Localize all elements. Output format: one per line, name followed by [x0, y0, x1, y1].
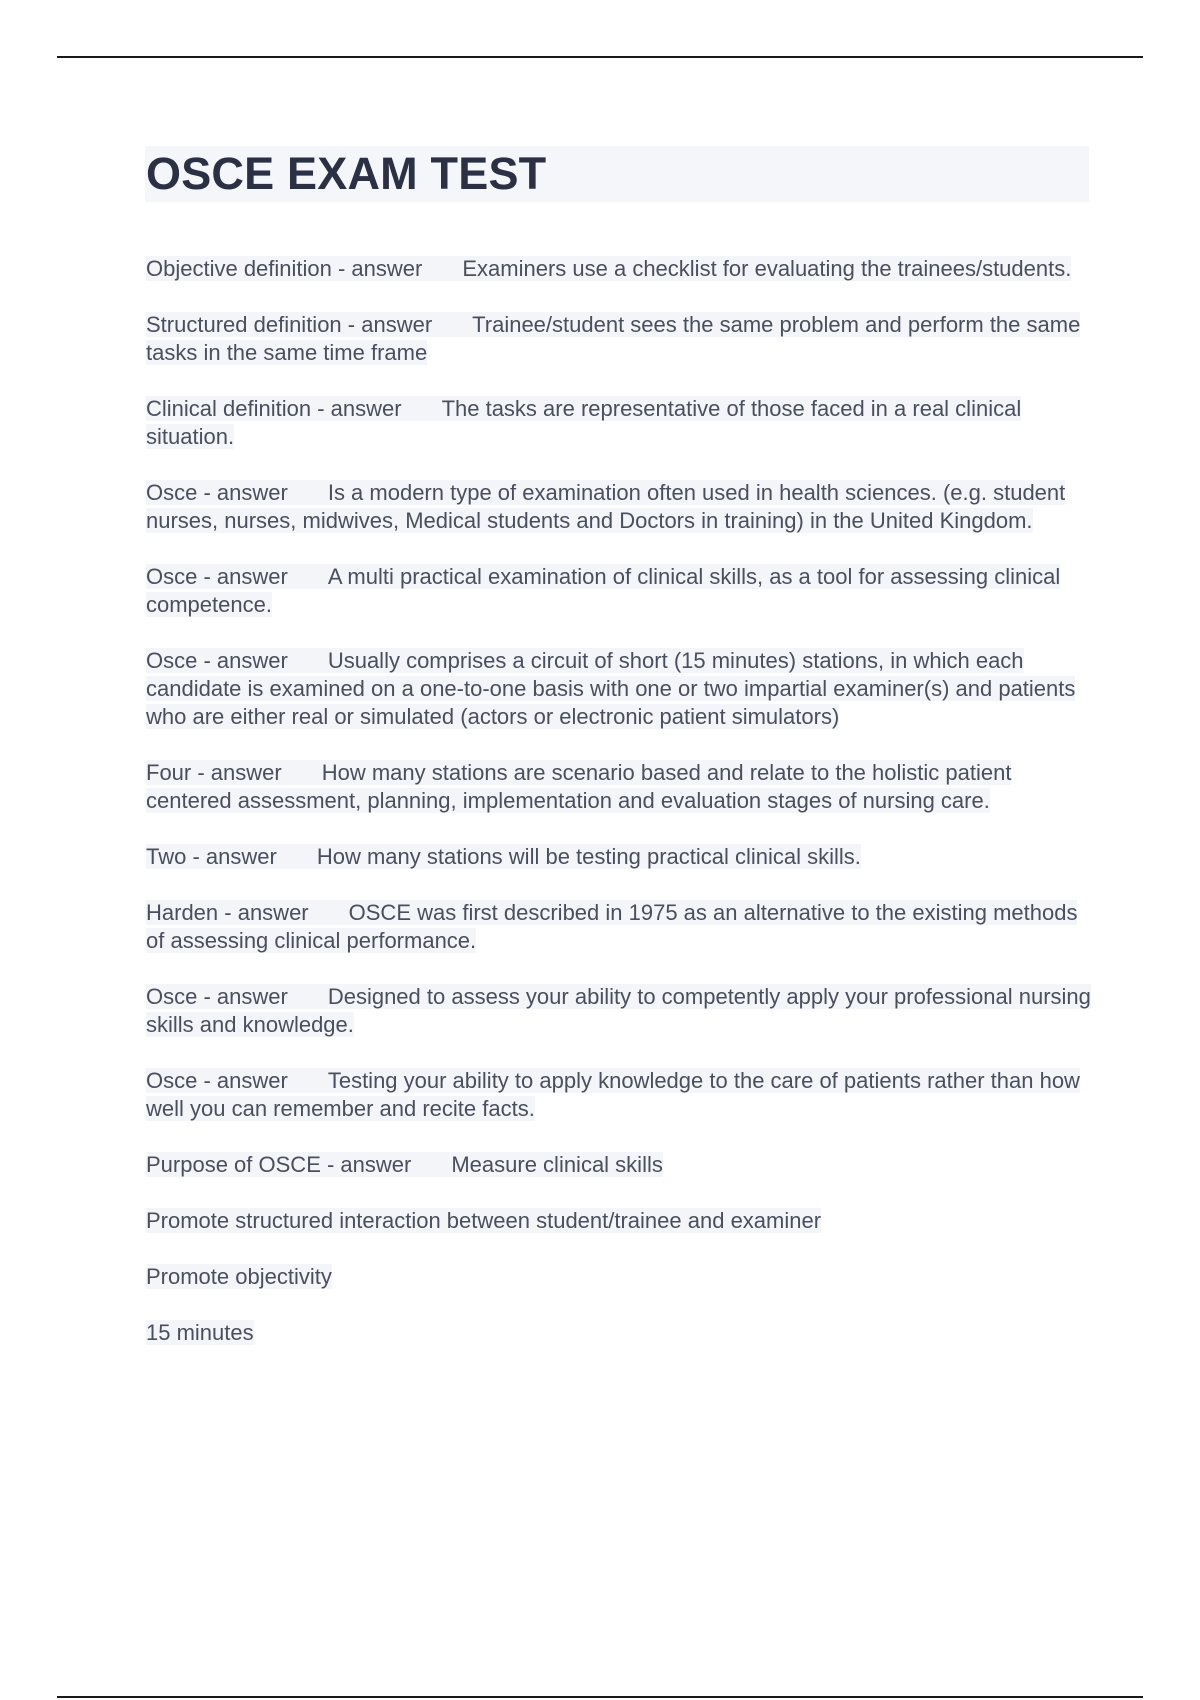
- bottom-rule: [57, 1696, 1143, 1698]
- qa-definition: Trainee/student sees the same problem and perform the same tasks in the same time frame: [146, 312, 1081, 365]
- qa-term: Osce - answer: [146, 1068, 288, 1093]
- qa-entry: [146, 479, 1096, 535]
- trailing-line: [146, 1319, 1096, 1347]
- qa-entry: [146, 759, 1096, 815]
- qa-entry: [146, 311, 1096, 367]
- qa-term: Objective definition - answer: [146, 256, 423, 281]
- trailing-line: [146, 1207, 1096, 1235]
- qa-definition: The tasks are representative of those faced in a real clinical situation.: [146, 396, 1022, 449]
- qa-term: Osce - answer: [146, 480, 288, 505]
- qa-term: Osce - answer: [146, 984, 288, 1009]
- qa-list: [146, 255, 1096, 1375]
- qa-entry: [146, 647, 1096, 731]
- qa-definition: Usually comprises a circuit of short (15 minutes) stations, in which each candidate is examined on a one-to-one basis with one or two impartial examiner(s) and patients who are either real or simulated (actors or electronic patient simulators): [146, 648, 1076, 729]
- trailing-line: [146, 1263, 1096, 1291]
- qa-term: Harden - answer: [146, 900, 309, 925]
- top-rule: [57, 56, 1143, 58]
- qa-entry: [146, 1151, 1096, 1179]
- qa-entry: [146, 843, 1096, 871]
- trailing-line-text: 15 minutes: [146, 1320, 254, 1345]
- document-title: OSCE EXAM TEST: [146, 148, 547, 199]
- qa-entry: [146, 899, 1096, 955]
- qa-term: Structured definition - answer: [146, 312, 433, 337]
- qa-term: Purpose of OSCE - answer: [146, 1152, 412, 1177]
- qa-definition: How many stations will be testing practical clinical skills.: [316, 844, 861, 869]
- qa-definition: Testing your ability to apply knowledge to the care of patients rather than how well you can remember and recite facts.: [146, 1068, 1080, 1121]
- qa-definition: Examiners use a checklist for evaluating the trainees/students.: [462, 256, 1072, 281]
- qa-entry: [146, 1067, 1096, 1123]
- qa-definition: Measure clinical skills: [451, 1152, 663, 1177]
- trailing-line-text: Promote objectivity: [146, 1264, 332, 1289]
- qa-term: Two - answer: [146, 844, 277, 869]
- qa-definition: OSCE was first described in 1975 as an alternative to the existing methods of assessing clinical performance.: [146, 900, 1078, 953]
- qa-definition: Is a modern type of examination often used in health sciences. (e.g. student nurses, nurses, midwives, Medical students and Doctors in training) in the United Kingdom.: [146, 480, 1066, 533]
- qa-entry: [146, 563, 1096, 619]
- qa-definition: Designed to assess your ability to competently apply your professional nursing skills and knowledge.: [146, 984, 1091, 1037]
- trailing-line-text: Promote structured interaction between student/trainee and examiner: [146, 1208, 822, 1233]
- qa-term: Four - answer: [146, 760, 282, 785]
- qa-term: Osce - answer: [146, 564, 288, 589]
- qa-definition: How many stations are scenario based and relate to the holistic patient centered assessment, planning, implementation and evaluation stages of nursing care.: [146, 760, 1012, 813]
- qa-entry: [146, 983, 1096, 1039]
- qa-entry: [146, 255, 1096, 283]
- qa-definition: A multi practical examination of clinical skills, as a tool for assessing clinical competence.: [146, 564, 1061, 617]
- qa-entry: [146, 395, 1096, 451]
- qa-term: Osce - answer: [146, 648, 288, 673]
- qa-term: Clinical definition - answer: [146, 396, 402, 421]
